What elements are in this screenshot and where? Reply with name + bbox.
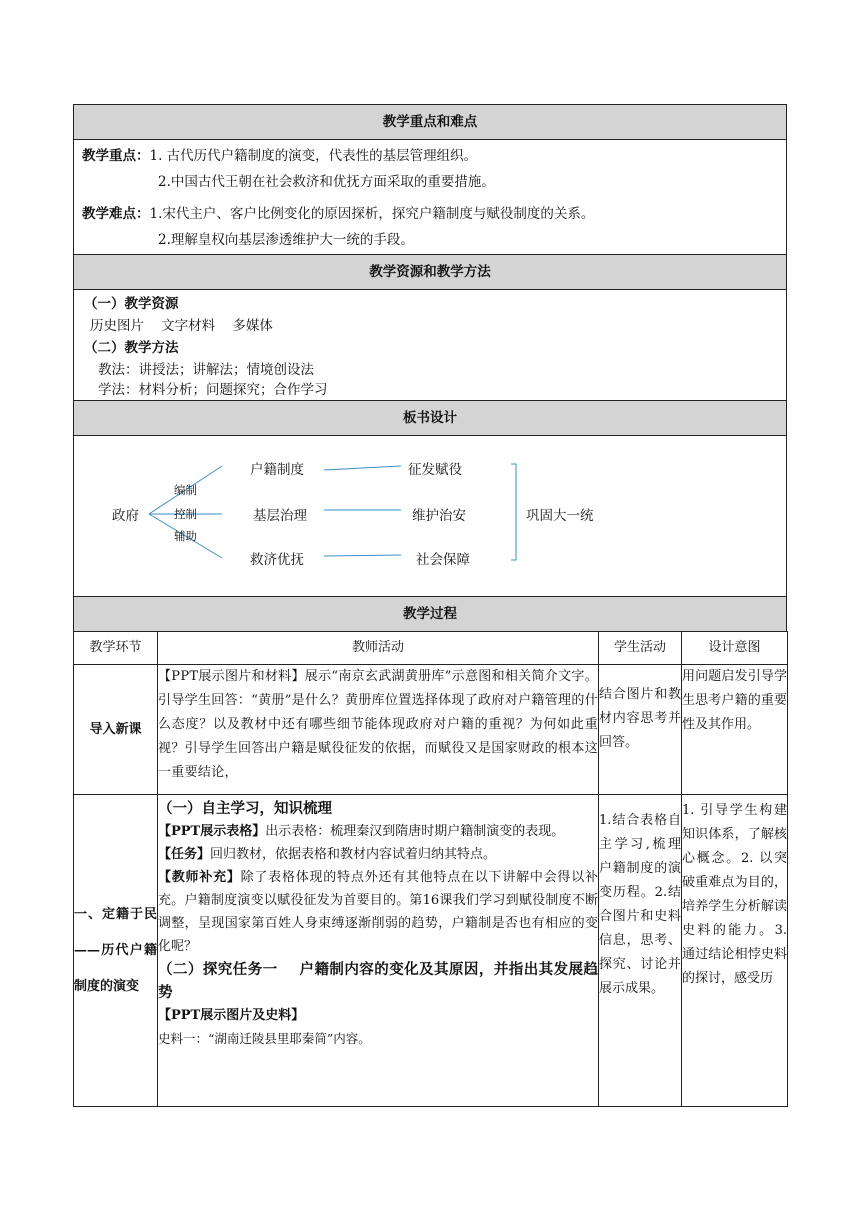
board-result-security: 社会保障 bbox=[416, 552, 470, 568]
focus-label: 教学重点： bbox=[82, 148, 150, 164]
board-item-relief: 救济优抚 bbox=[250, 552, 304, 568]
board-verb-assist: 辅助 bbox=[174, 529, 197, 543]
text-teacher-supplement: 除了表格体现的特点外还有其他特点在以下讲解中会得以补充。户籍制度演变以赋役征发为首要目的。第16课我们学习到赋役制度不断调整，呈现国家第百姓人身束缚逐渐削弱的趋势，户籍制是否也有相应的变化呢？ bbox=[158, 870, 598, 954]
methods-subheading: （二）教学方法 bbox=[84, 340, 179, 356]
col-header-teacher: 教师活动 bbox=[158, 632, 599, 665]
intro-teacher-text: 【PPT展示图片和材料】展示“南京玄武湖黄册库”示意图和相关简介文字。引导学生回答：“黄册”是什么？黄册库位置选择体现了政府对户籍管理的什么态度？以及教材中还有哪些细节能体现政府对户籍的重视？为何如此重视？引导学生回答出户籍是赋役征发的依据，而赋役又是国家财政的根本这一重要结论， bbox=[158, 669, 598, 780]
paragraph-task bbox=[158, 843, 598, 866]
col-header-stage: 教学环节 bbox=[74, 632, 158, 665]
key-points-body bbox=[73, 139, 787, 254]
difficulty-row-1 bbox=[82, 204, 594, 224]
paragraph-teacher-supplement bbox=[158, 866, 598, 958]
focus-row-1 bbox=[82, 146, 477, 166]
board-verb-compile: 编制 bbox=[174, 483, 197, 497]
stage-household-evolution: 一、定籍于民——历代户籍制度的演变 bbox=[74, 795, 158, 1107]
teacher-activity-household bbox=[158, 795, 599, 1107]
heading-self-study: （一）自主学习，知识梳理 bbox=[158, 800, 332, 817]
difficulty-item-2: 2.理解皇权向基层渗透维护大一统的手段。 bbox=[158, 232, 414, 248]
table-row bbox=[74, 665, 788, 795]
process-table bbox=[73, 631, 788, 1107]
teaching-method: 教法：讲授法；讲解法；情境创设法 bbox=[98, 362, 314, 378]
text-ppt-table: 出示表格：梳理秦汉到隋唐时期户籍制演变的表现。 bbox=[265, 824, 565, 839]
col-header-student: 学生活动 bbox=[599, 632, 682, 665]
board-result-tax: 征发赋役 bbox=[408, 462, 462, 478]
teacher-activity-intro bbox=[158, 665, 599, 795]
section-header-key-points: 教学重点和难点 bbox=[73, 104, 787, 139]
tag-task: 【任务】 bbox=[158, 847, 211, 862]
board-result-order: 维护治安 bbox=[412, 508, 466, 524]
learning-method: 学法：材料分析；问题探究；合作学习 bbox=[98, 382, 328, 398]
section-header-process: 教学过程 bbox=[73, 596, 787, 631]
difficulty-item-1: 1.宋代主户、客户比例变化的原因探析，探究户籍制度与赋役制度的关系。 bbox=[149, 206, 595, 222]
col-header-intent: 设计意图 bbox=[682, 632, 788, 665]
board-verb-control: 控制 bbox=[174, 507, 197, 521]
section-header-board: 板书设计 bbox=[73, 400, 787, 435]
resources-subheading: （一）教学资源 bbox=[84, 296, 179, 312]
heading-inquiry-task-1: （二）探究任务一 户籍制内容的变化及其原因，并指出其发展趋势 bbox=[158, 961, 598, 1001]
resources-body bbox=[73, 289, 787, 400]
student-activity-household: 1.结合表格自主学习,梳理户籍制度的演变历程。2.结合图片和史料信息，思考、探究、讨论并展示成果。 bbox=[599, 795, 682, 1107]
tag-ppt-table: 【PPT展示表格】 bbox=[158, 824, 266, 839]
student-activity-intro: 结合图片和教材内容思考并回答。 bbox=[599, 665, 682, 795]
design-intent-intro: 用问题启发引导学生思考户籍的重要性及其作用。 bbox=[682, 665, 788, 795]
section-header-resources: 教学资源和教学方法 bbox=[73, 254, 787, 289]
table-row bbox=[74, 795, 788, 1107]
resources-list: 历史图片 文字材料 多媒体 bbox=[90, 318, 273, 334]
lesson-plan-document bbox=[73, 104, 787, 1107]
process-header-row bbox=[74, 632, 788, 665]
tag-teacher-supplement: 【教师补充】 bbox=[158, 870, 241, 885]
board-item-household: 户籍制度 bbox=[250, 462, 304, 478]
difficulty-label: 教学难点： bbox=[82, 206, 150, 222]
stage-intro: 导入新课 bbox=[74, 665, 158, 795]
text-task: 回归教材，依据表格和教材内容试着归纳其特点。 bbox=[210, 847, 497, 862]
board-design-body bbox=[73, 435, 787, 596]
board-item-grassroots: 基层治理 bbox=[253, 508, 307, 524]
board-government: 政府 bbox=[112, 508, 139, 524]
source-one-line: 史料一：“湖南迁陵县里耶秦简”内容。 bbox=[158, 1031, 371, 1046]
design-intent-household: 1. 引导学生构建知识体系，了解核心概念。2. 以突破重难点为目的，培养学生分析解读史料的能力。3. 通过结论相悖史料的探讨，感受历 bbox=[682, 795, 788, 1107]
focus-item-1: 1. 古代历代户籍制度的演变，代表性的基层管理组织。 bbox=[149, 148, 478, 164]
paragraph-ppt-table bbox=[158, 820, 598, 843]
tag-ppt-images-sources: 【PPT展示图片及史料】 bbox=[158, 1008, 305, 1023]
focus-item-2: 2.中国古代王朝在社会救济和优抚方面采取的重要措施。 bbox=[158, 174, 495, 190]
board-goal: 巩固大一统 bbox=[526, 508, 594, 524]
